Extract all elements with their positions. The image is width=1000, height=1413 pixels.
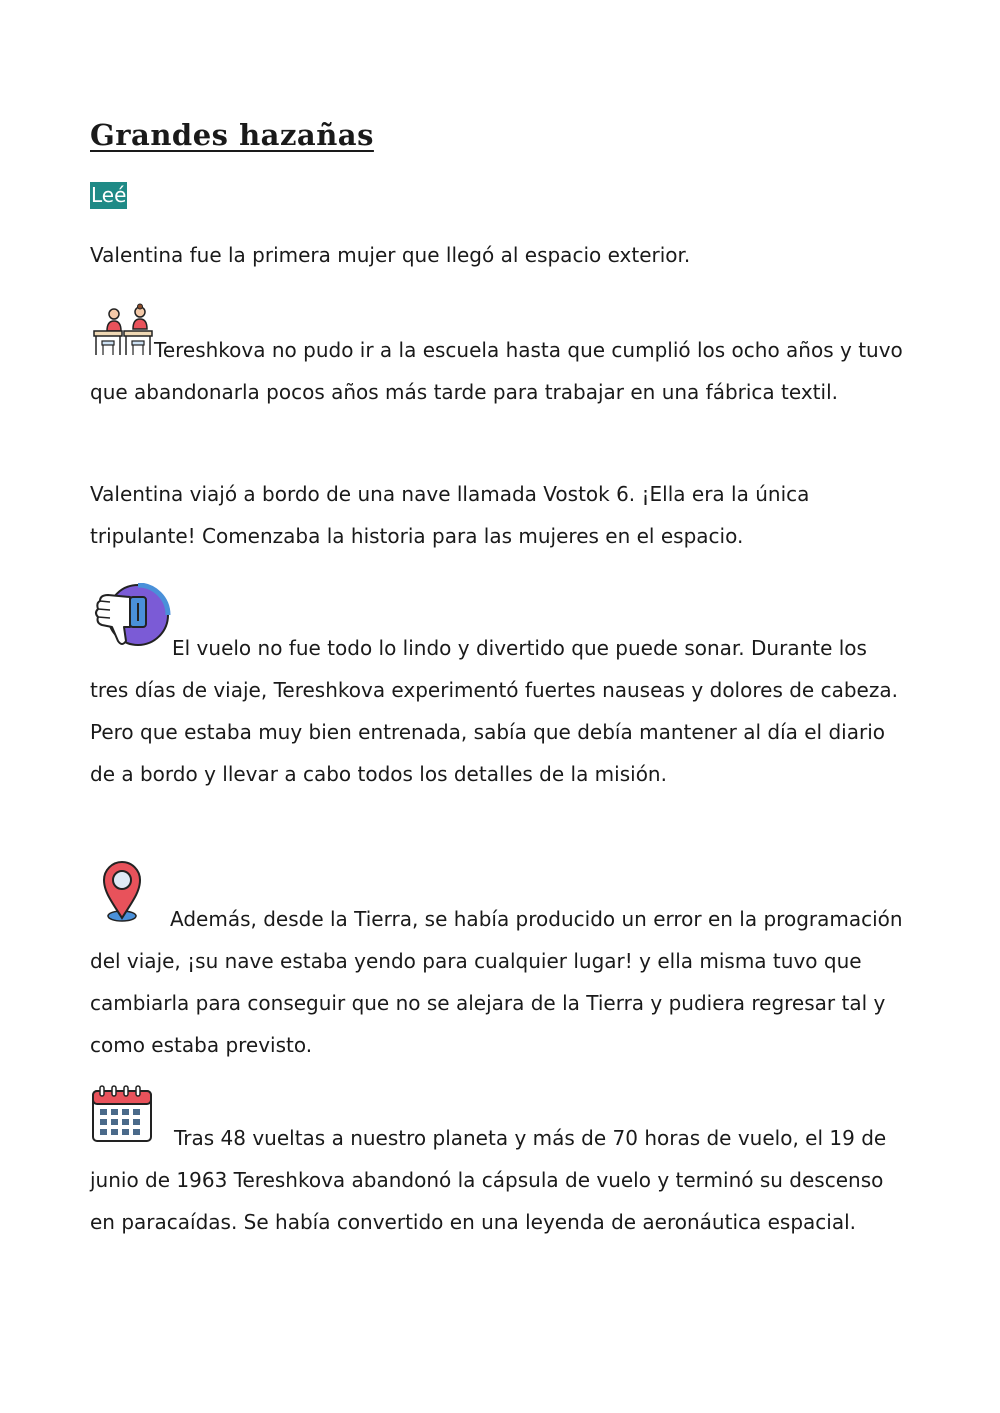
paragraph-text: Además, desde la Tierra, se había producido un error en la programación del viaje, ¡su nave estaba yendo para cualquier lugar! y ella misma tuvo que cambiarla para conseguir que no se alejara de la Tierra y pudiera regresar tal y como estaba previsto.	[90, 907, 903, 1057]
paragraph-vostok	[90, 473, 910, 557]
instruction-badge: Leé	[91, 183, 127, 207]
calendar-icon	[90, 1085, 174, 1159]
paragraph-return	[90, 1085, 910, 1243]
location-pin-icon	[90, 858, 170, 940]
thumbs-down-icon	[90, 583, 172, 669]
school-desk-students-icon	[90, 303, 154, 371]
paragraph-error	[90, 858, 910, 1066]
paragraph-text: Tras 48 vueltas a nuestro planeta y más de 70 horas de vuelo, el 19 de junio de 1963 Tereshkova abandonó la cápsula de vuelo y terminó su descenso en paracaídas. Se había convertido en una leyenda de aeronáutica espacial.	[90, 1126, 887, 1234]
paragraph-text: Valentina fue la primera mujer que llegó al espacio exterior.	[90, 243, 691, 267]
paragraph-text: Valentina viajó a bordo de una nave llamada Vostok 6. ¡Ella era la única tripulante! Comenzaba la historia para las mujeres en el espacio.	[90, 482, 810, 548]
page-title: Grandes hazañas	[90, 118, 374, 152]
paragraph-intro	[90, 234, 910, 276]
paragraph-flight	[90, 583, 910, 795]
paragraph-text: El vuelo no fue todo lo lindo y divertido que puede sonar. Durante los tres días de viaje, Tereshkova experimentó fuertes nauseas y dolores de cabeza. Pero que estaba muy bien entrenada, sabía que debía mantener al día el diario de a bordo y llevar a cabo todos los detalles de la misión.	[90, 636, 898, 786]
paragraph-text: Tereshkova no pudo ir a la escuela hasta que cumplió los ocho años y tuvo que abandonarla pocos años más tarde para trabajar en una fábrica textil.	[90, 338, 903, 404]
paragraph-school	[90, 303, 910, 413]
